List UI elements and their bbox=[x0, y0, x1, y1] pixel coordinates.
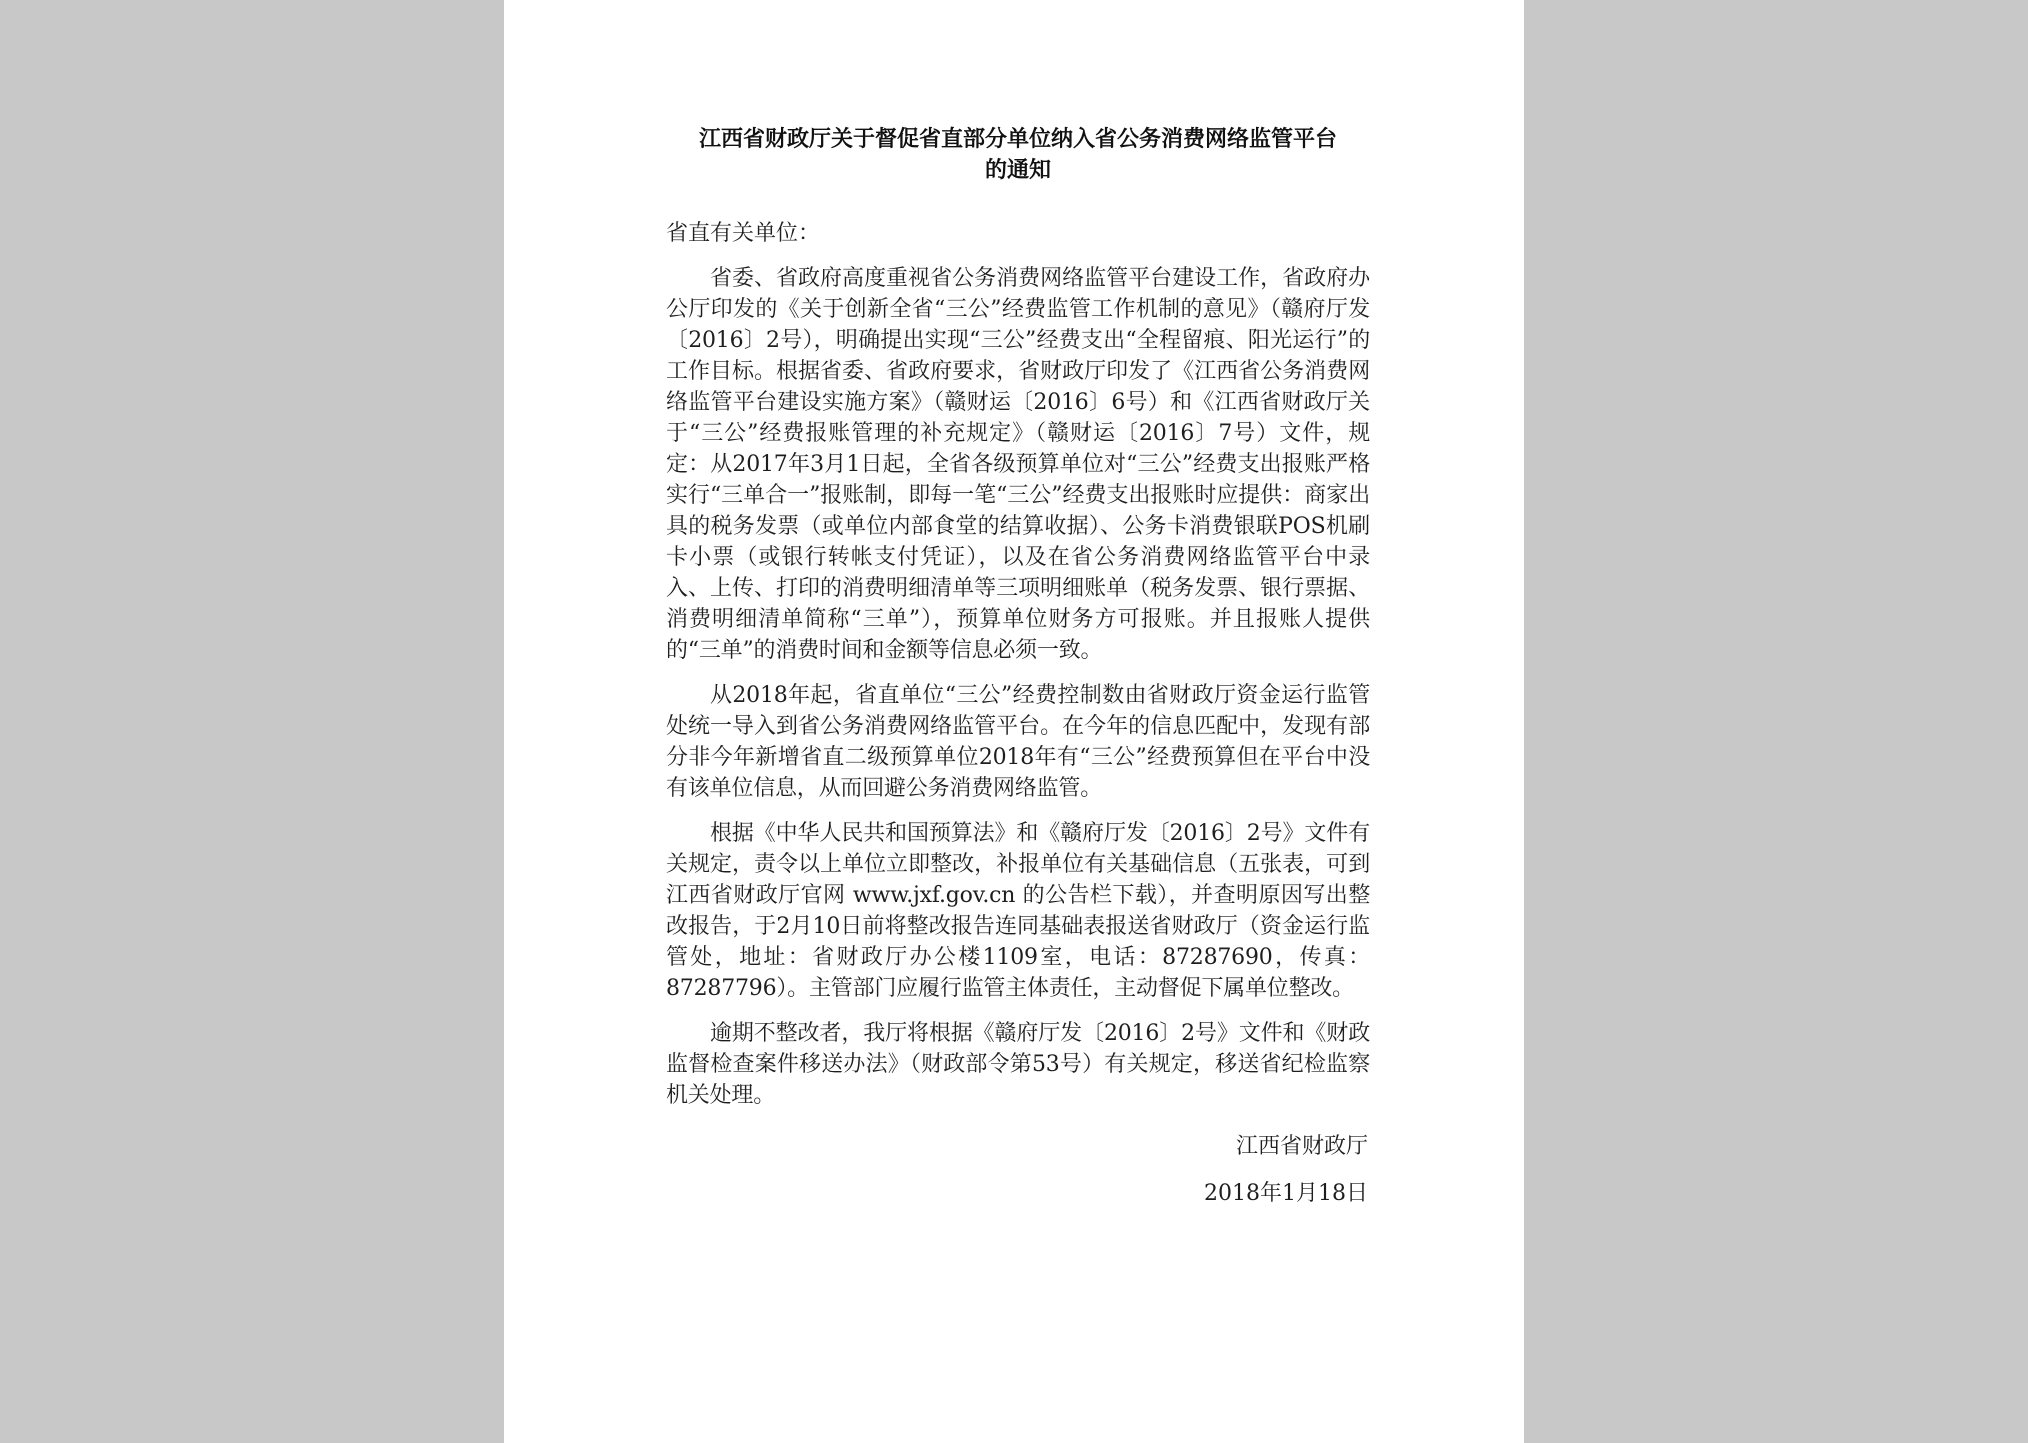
issuer-signature: 江西省财政厅 bbox=[1235, 1134, 1368, 1159]
document-content bbox=[666, 124, 1370, 1209]
salutation: 省直有关单位： bbox=[666, 221, 821, 246]
body-paragraph-3: 根据《中华人民共和国预算法》和《赣府厅发〔2016〕2号》文件有关规定，责令以上单位立即整改，补报单位有关基础信息（五张表，可到江西省财政厅官网 www.jxf.gov.cn 的公告栏下载），并查明原因写出整改报告，于2月10日前将整改报告连同基础表报送省财政厅（资金运行监管处，地址：省财政厅办公楼1109室，电话：87287690，传真：87287796）。主管部门应履行监管主体责任，主动督促下属单位整改。 bbox=[666, 821, 1370, 1001]
body-paragraph-1: 省委、省政府高度重视省公务消费网络监管平台建设工作，省政府办公厅印发的《关于创新全省“三公”经费监管工作机制的意见》（赣府厅发〔2016〕2号），明确提出实现“三公”经费支出“全程留痕、阳光运行”的工作目标。根据省委、省政府要求，省财政厅印发了《江西省公务消费网络监管平台建设实施方案》（赣财运〔2016〕6号）和《江西省财政厅关于“三公”经费报账管理的补充规定》（赣财运〔2016〕7号）文件，规定：从2017年3月1日起，全省各级预算单位对“三公”经费支出报账严格实行“三单合一”报账制，即每一笔“三公”经费支出报账时应提供：商家出具的税务发票（或单位内部食堂的结算收据）、公务卡消费银联POS机刷卡小票（或银行转帐支付凭证），以及在省公务消费网络监管平台中录入、上传、打印的消费明细清单等三项明细账单（税务发票、银行票据、消费明细清单简称“三单”），预算单位财务方可报账。并且报账人提供的“三单”的消费时间和金额等信息必须一致。 bbox=[666, 266, 1370, 663]
body-paragraph-4: 逾期不整改者，我厅将根据《赣府厅发〔2016〕2号》文件和《财政监督检查案件移送办法》（财政部令第53号）有关规定，移送省纪检监察机关处理。 bbox=[666, 1021, 1370, 1108]
document-page bbox=[504, 0, 1524, 1443]
body-paragraph-2: 从2018年起，省直单位“三公”经费控制数由省财政厅资金运行监管处统一导入到省公务消费网络监管平台。在今年的信息匹配中，发现有部分非今年新增省直二级预算单位2018年有“三公”经费预算但在平台中没有该单位信息，从而回避公务消费网络监管。 bbox=[666, 683, 1370, 801]
title-line-2: 的通知 bbox=[984, 158, 1051, 183]
document-title bbox=[666, 124, 1370, 186]
issue-date: 2018年1月18日 bbox=[1204, 1181, 1368, 1206]
title-line-1: 江西省财政厅关于督促省直部分单位纳入省公务消费网络监管平台 bbox=[698, 127, 1337, 152]
